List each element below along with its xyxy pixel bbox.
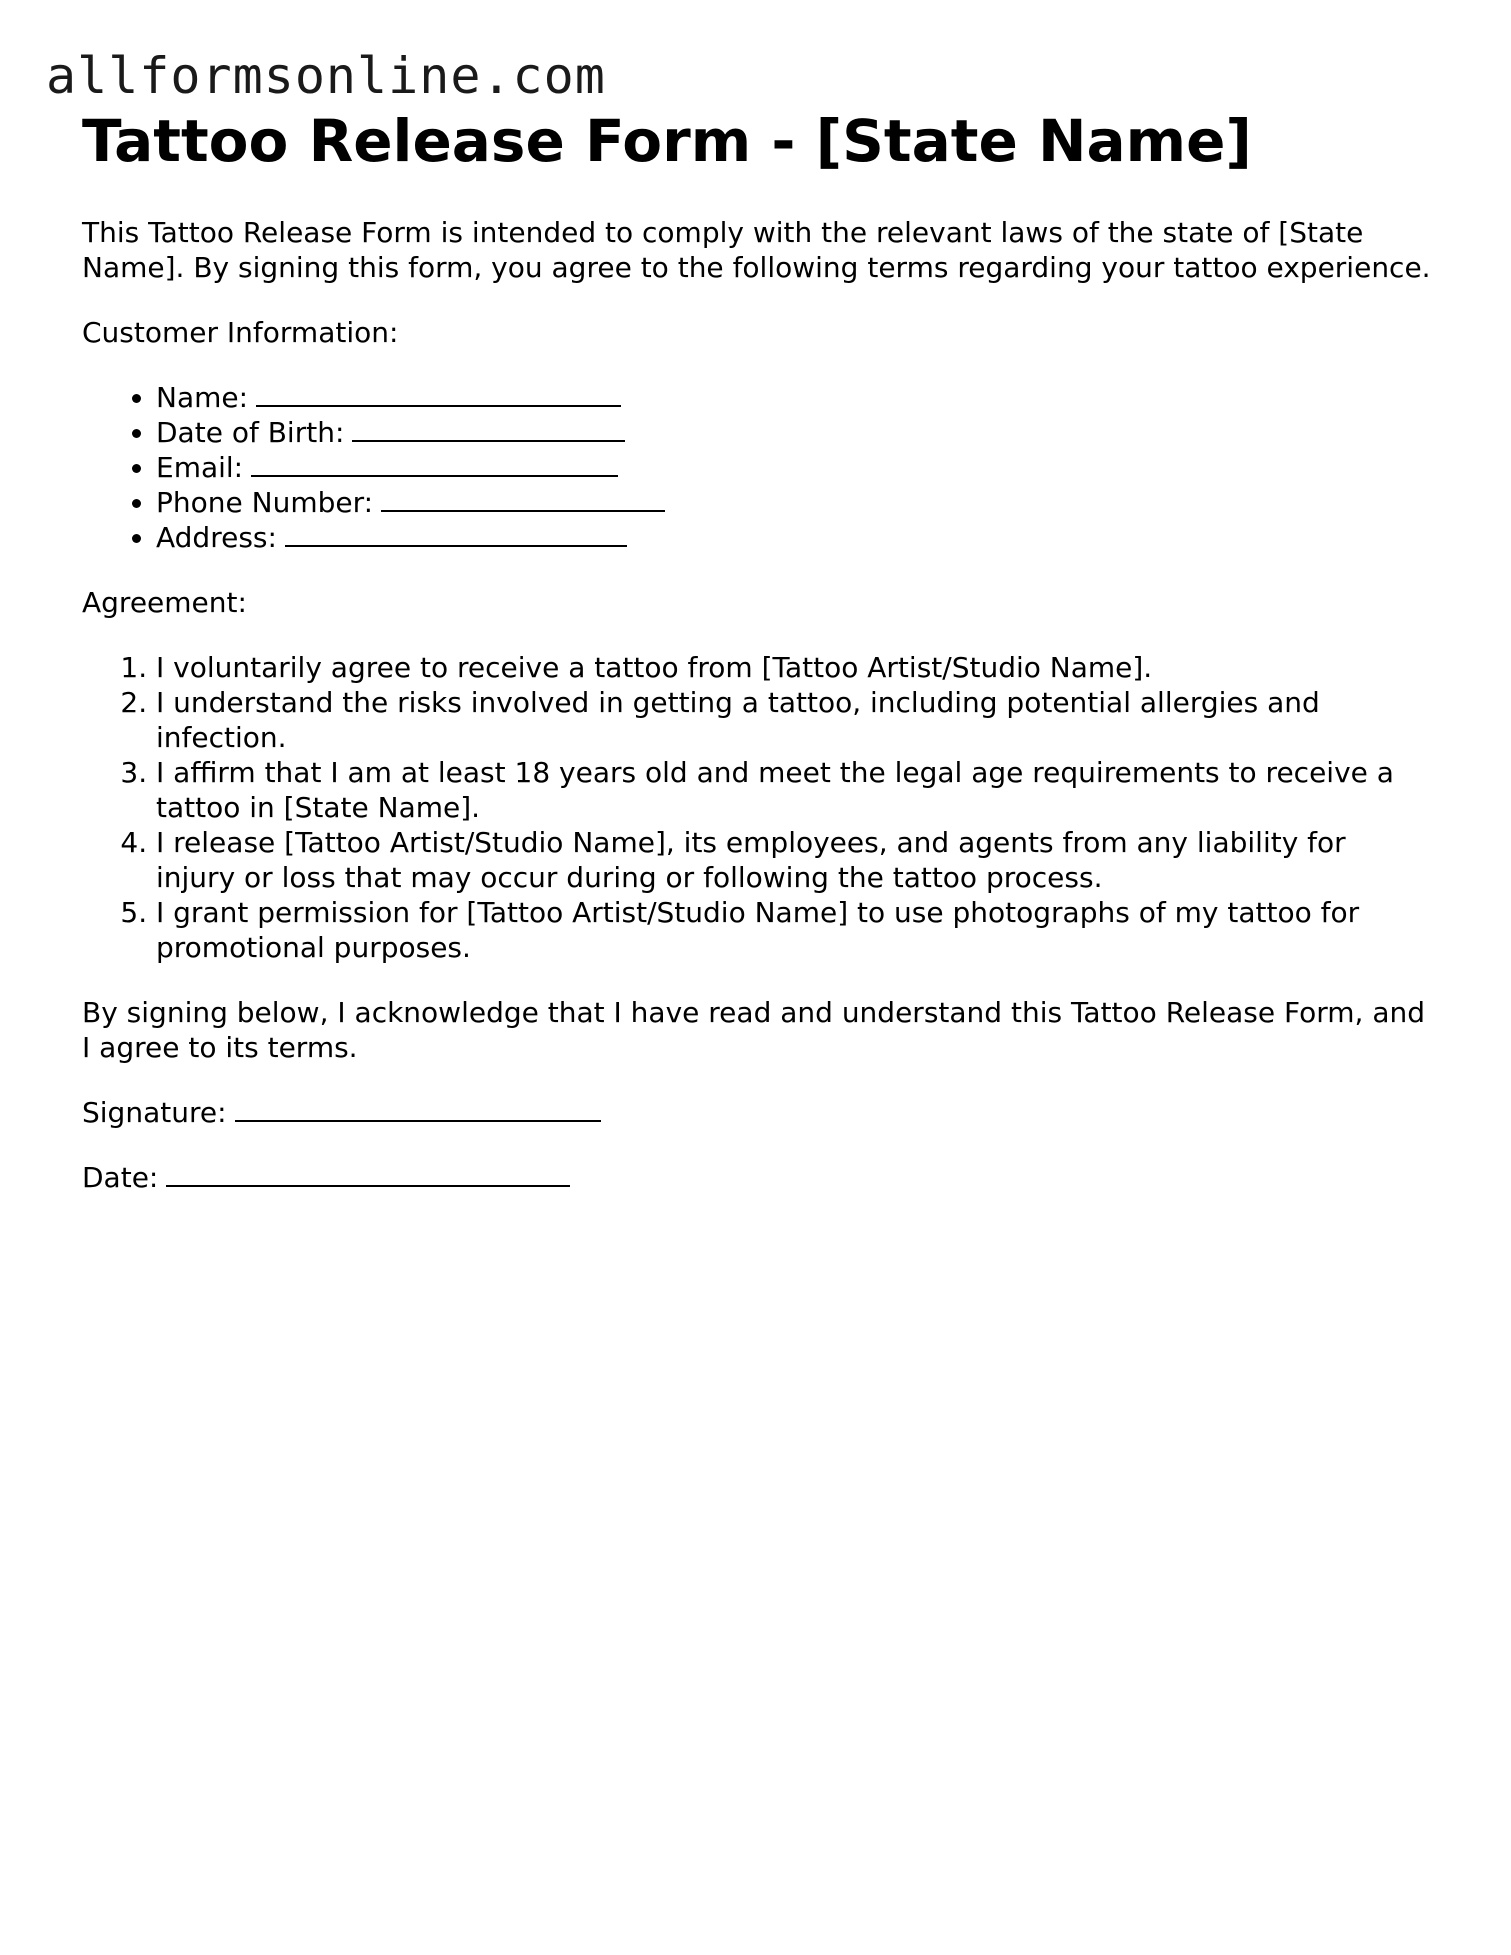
- field-label: Name:: [156, 381, 249, 414]
- date-line: [82, 1160, 1432, 1195]
- field-name: [156, 380, 1432, 415]
- term-item: 1. I voluntarily agree to receive a tattoo from [Tattoo Artist/Studio Name].: [156, 650, 1432, 685]
- phone-blank-line[interactable]: [381, 486, 665, 512]
- field-label: Address:: [156, 521, 277, 554]
- field-phone-number: [156, 485, 1432, 520]
- field-label: Date of Birth:: [156, 416, 345, 449]
- field-email: [156, 450, 1432, 485]
- customer-fields-list: [82, 380, 1432, 555]
- term-item: 2. I understand the risks involved in getting a tattoo, including potential allergies and infection.: [156, 685, 1432, 755]
- form-body: [82, 215, 1432, 1195]
- form-document: [82, 102, 1432, 1195]
- dob-blank-line[interactable]: [352, 416, 625, 442]
- customer-info-heading: Customer Information:: [82, 316, 399, 349]
- address-blank-line[interactable]: [285, 521, 627, 547]
- signature-label: Signature:: [82, 1096, 227, 1129]
- name-blank-line[interactable]: [256, 381, 621, 407]
- page-title: Tattoo Release Form - [State Name]: [82, 107, 1252, 175]
- date-blank-line[interactable]: [166, 1161, 570, 1187]
- agreement-heading: Agreement:: [82, 586, 247, 619]
- field-label: Phone Number:: [156, 486, 374, 519]
- field-address: [156, 520, 1432, 555]
- watermark: allformsonline.com: [46, 47, 606, 105]
- acknowledgement-paragraph: By signing below, I acknowledge that I have read and understand this Tattoo Release Form, and I agree to its terms.: [82, 996, 1426, 1064]
- term-item: 5. I grant permission for [Tattoo Artist/Studio Name] to use photographs of my tattoo for promotional purposes.: [156, 895, 1432, 965]
- term-item: 3. I affirm that I am at least 18 years old and meet the legal age requirements to receive a tattoo in [State Name].: [156, 755, 1432, 825]
- field-date-of-birth: [156, 415, 1432, 450]
- agreement-terms-list: [82, 650, 1432, 965]
- term-item: 4. I release [Tattoo Artist/Studio Name], its employees, and agents from any liability for injury or loss that may occur during or following the tattoo process.: [156, 825, 1432, 895]
- intro-paragraph: This Tattoo Release Form is intended to comply with the relevant laws of the state of [State Name]. By signing this form, you agree to the following terms regarding your tattoo experience.: [82, 216, 1431, 284]
- field-label: Email:: [156, 451, 244, 484]
- signature-line: [82, 1095, 1432, 1130]
- email-blank-line[interactable]: [251, 451, 618, 477]
- signature-blank-line[interactable]: [235, 1096, 601, 1122]
- date-label: Date:: [82, 1161, 159, 1194]
